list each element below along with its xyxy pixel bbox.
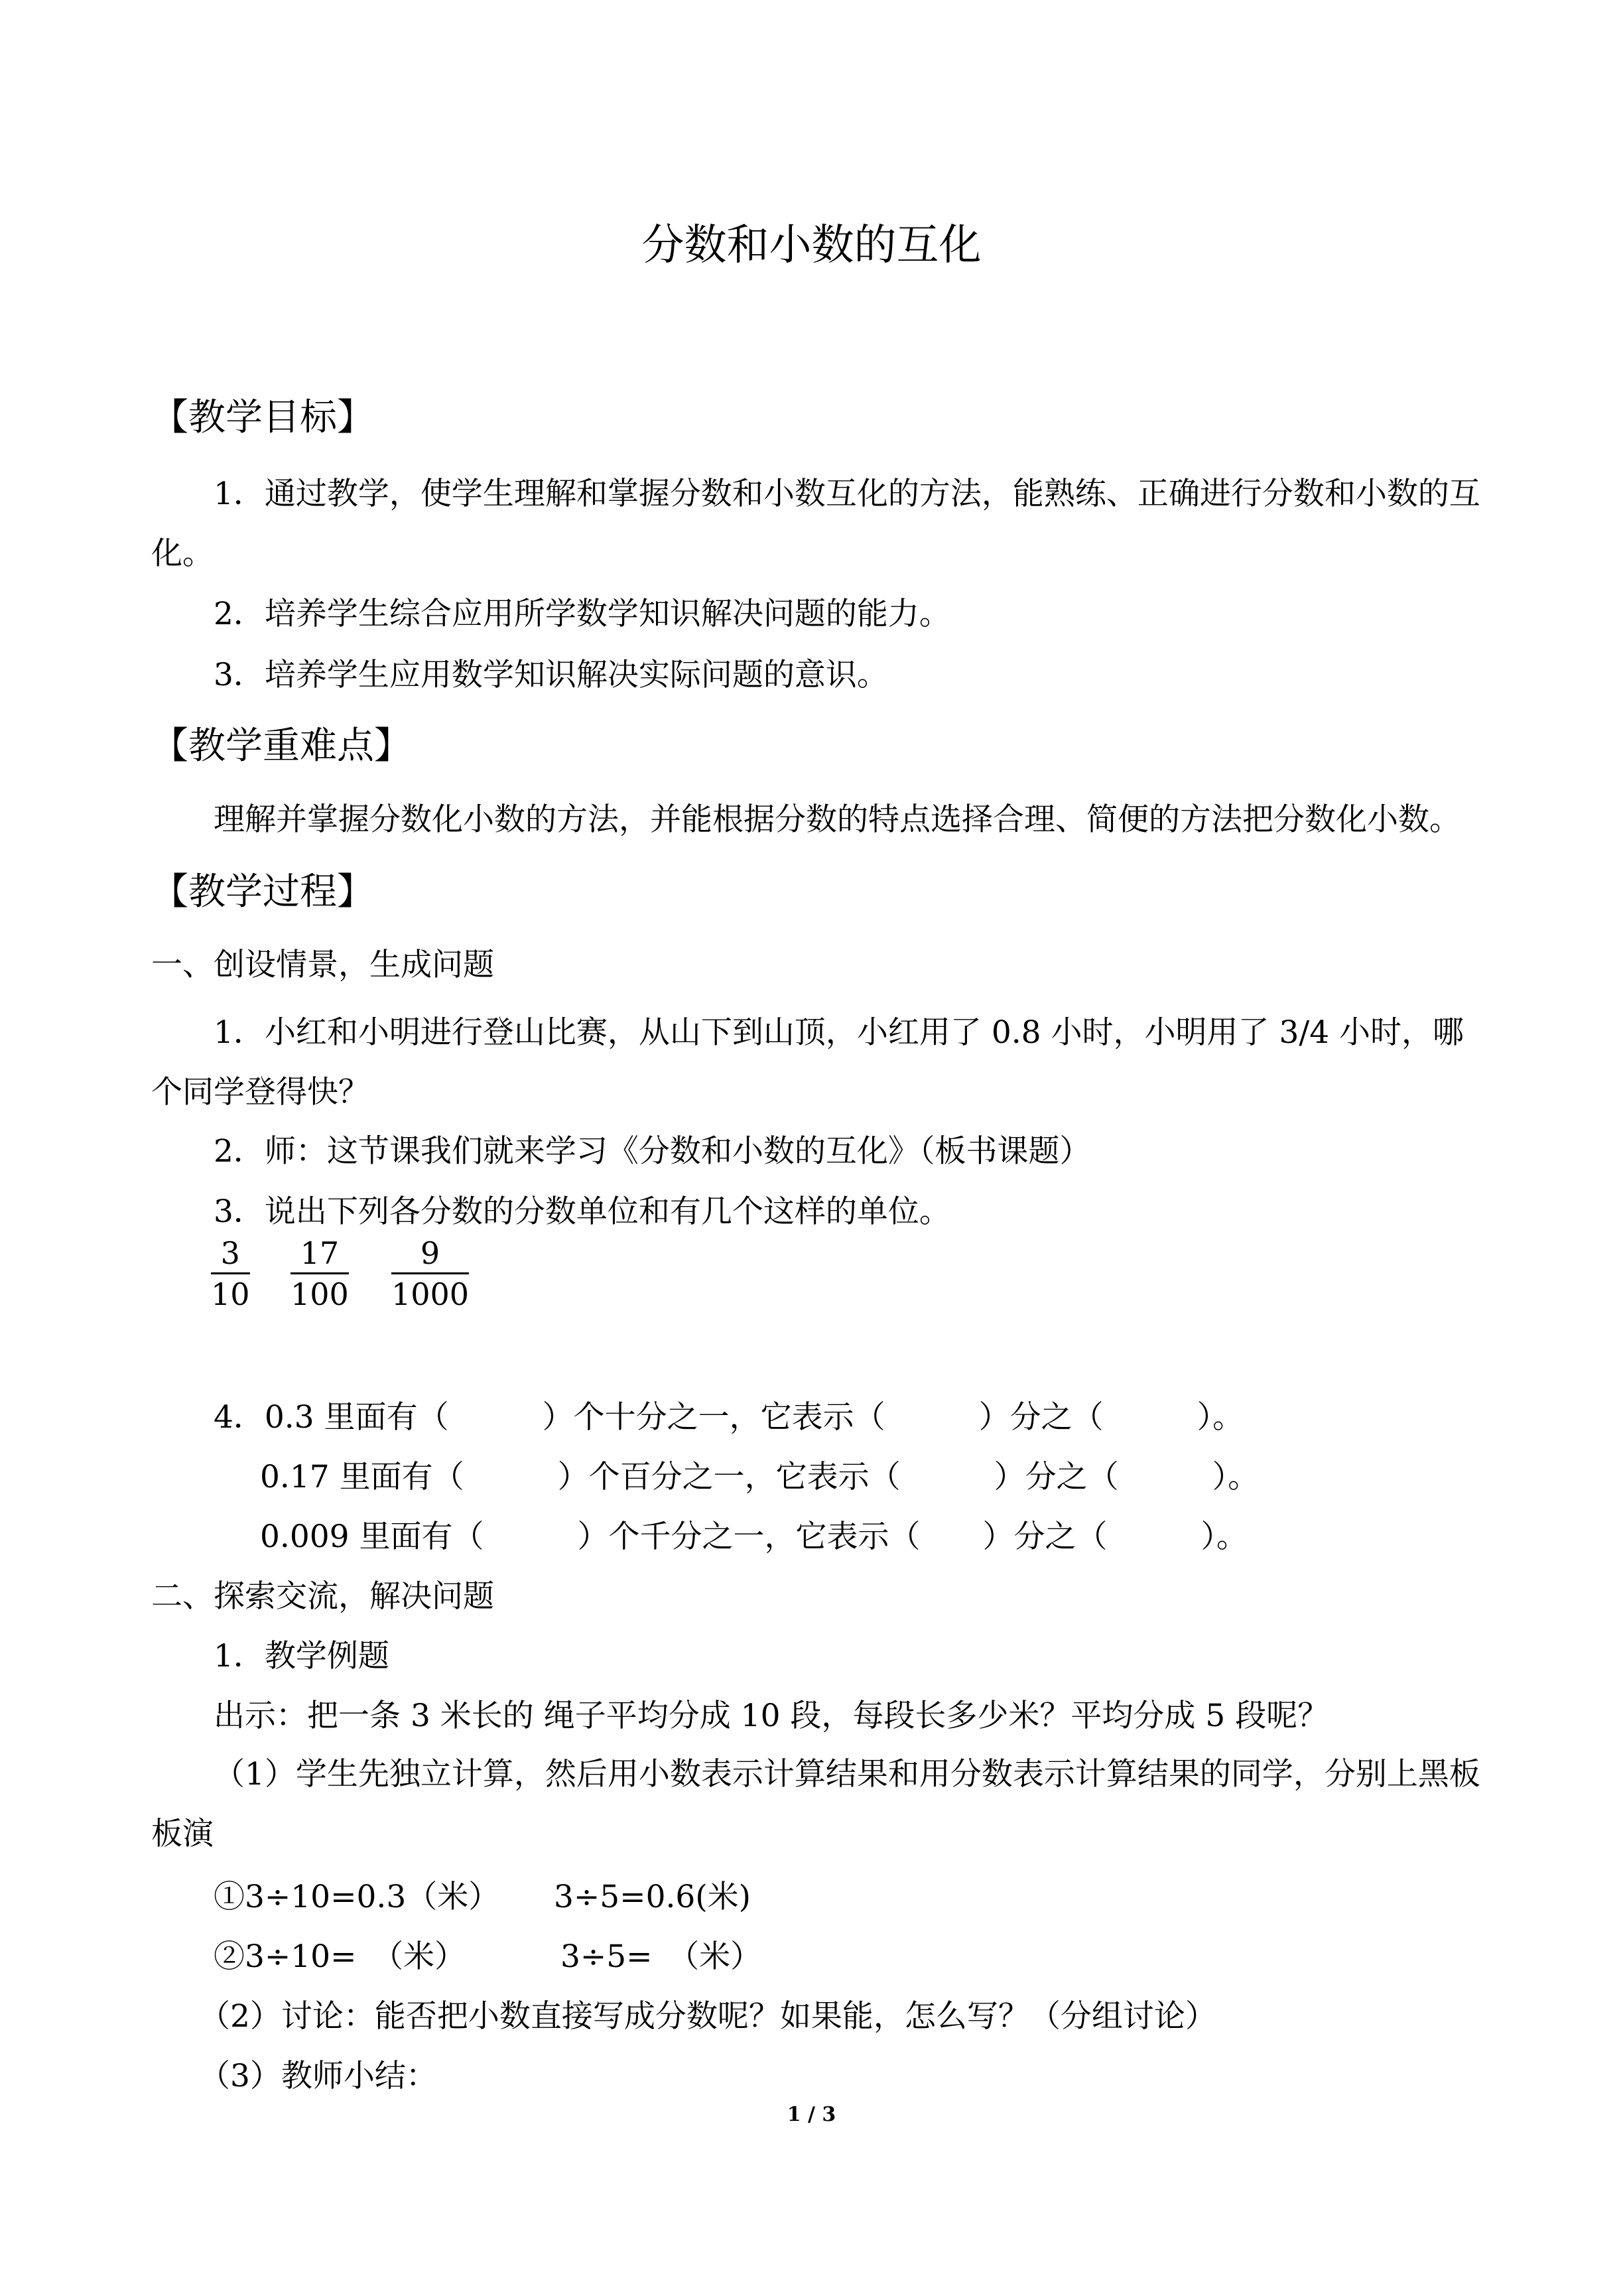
section1-item4-line3: 0.009 里面有（ ）个千分之一，它表示（ ）分之（ ）。	[260, 1519, 1248, 1555]
fraction-3-10	[211, 1235, 250, 1314]
calc-2a: ②3÷10= （米）	[214, 1938, 466, 1975]
heading-process: 【教学过程】	[151, 870, 374, 913]
calc-1b: 3÷5=0.6(米)	[554, 1879, 751, 1915]
page-title: 分数和小数的互化	[641, 221, 982, 270]
objective-1: 1．通过教学，使学生理解和掌握分数和小数互化的方法，能熟练、正确进行分数和小数的互化。	[151, 476, 1480, 572]
key-points-text: 理解并掌握分数化小数的方法，并能根据分数的特点选择合理、简便的方法把分数化小数。	[214, 801, 1461, 838]
section1-item1: 1．小红和小明进行登山比赛，从山下到山顶，小红用了 0.8 小时，小明用了 3/4 小时，哪个同学登得快？	[151, 1014, 1464, 1111]
fraction-denominator: 10	[211, 1276, 250, 1312]
heading-key-points: 【教学重难点】	[151, 724, 411, 768]
section2-show: 出示：把一条 3 米长的 绳子平均分成 10 段，每段长多少米？平均分成 5 段呢？	[214, 1698, 1329, 1734]
fraction-numerator: 17	[291, 1235, 349, 1274]
section2-step1: （1）学生先独立计算，然后用小数表示计算结果和用分数表示计算结果的同学，分别上黑板板演	[151, 1756, 1480, 1852]
calc-2b: 3÷5= （米）	[560, 1938, 762, 1975]
section2-step3: （3）教师小结：	[199, 2058, 437, 2094]
fraction-denominator: 1000	[391, 1276, 470, 1312]
objective-2: 2．培养学生综合应用所学数学知识解决问题的能力。	[214, 596, 950, 632]
section1-heading: 一、创设情景，生成问题	[151, 947, 494, 983]
page-number: 1 / 3	[787, 2103, 836, 2126]
objective-3: 3．培养学生应用数学知识解决实际问题的意识。	[214, 657, 888, 693]
section2-item1: 1．教学例题	[214, 1638, 389, 1674]
fraction-denominator: 100	[291, 1276, 349, 1312]
section1-item4-line2: 0.17 里面有（ ）个百分之一，它表示（ ）分之（ ）。	[260, 1459, 1260, 1495]
fraction-numerator: 9	[391, 1235, 469, 1274]
section1-item2: 2．师：这节课我们就来学习《分数和小数的互化》（板书课题）	[214, 1133, 1091, 1170]
heading-objectives: 【教学目标】	[151, 396, 374, 439]
section1-item3: 3．说出下列各分数的分数单位和有几个这样的单位。	[214, 1193, 950, 1230]
calc-1a: ①3÷10=0.3（米）	[214, 1879, 500, 1915]
fraction-17-100	[291, 1235, 349, 1314]
section1-item4-line1: 4．0.3 里面有（ ）个十分之一，它表示（ ）分之（ ）。	[214, 1399, 1244, 1436]
fraction-numerator: 3	[211, 1235, 250, 1274]
section2-step2: （2）讨论：能否把小数直接写成分数呢？如果能，怎么写？（分组讨论）	[199, 1998, 1216, 2035]
fraction-9-1000	[391, 1235, 469, 1314]
section2-heading: 二、探索交流，解决问题	[151, 1578, 494, 1615]
